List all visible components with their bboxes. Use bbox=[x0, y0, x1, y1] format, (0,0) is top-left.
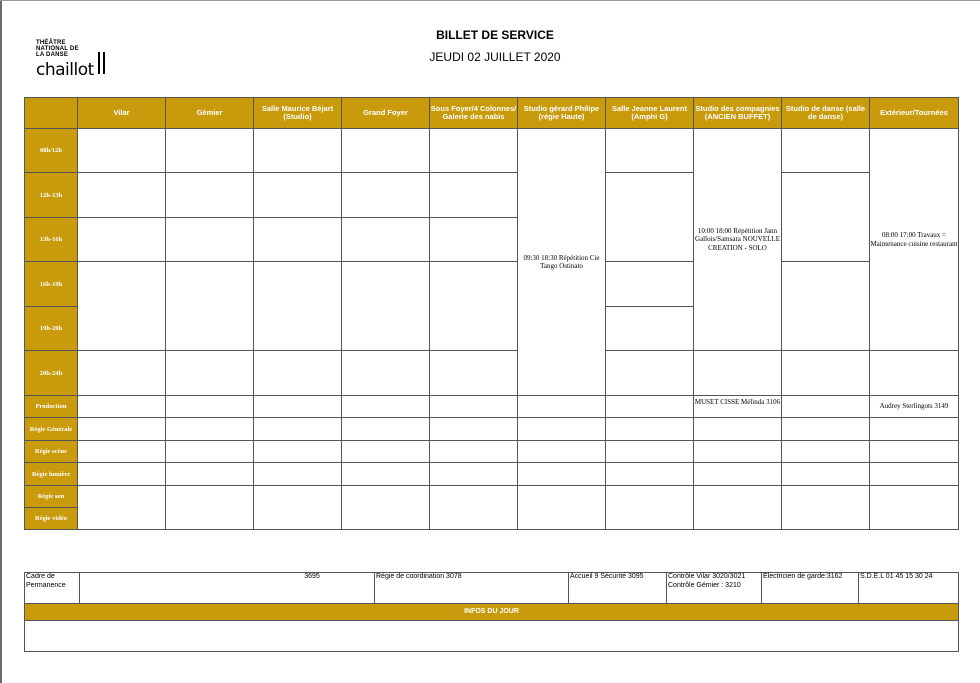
slot-cell[interactable] bbox=[254, 129, 342, 173]
row-label: 12h-13h bbox=[25, 173, 78, 218]
slot-cell[interactable] bbox=[78, 418, 166, 441]
staff-row bbox=[25, 463, 959, 486]
row-label: Régie son bbox=[25, 486, 78, 508]
infos-du-jour-body[interactable] bbox=[25, 621, 959, 652]
corner-cell bbox=[25, 98, 78, 129]
slot-cell[interactable] bbox=[606, 129, 694, 173]
slot-cell[interactable] bbox=[254, 441, 342, 463]
slot-cell[interactable] bbox=[342, 351, 430, 396]
slot-cell[interactable] bbox=[254, 262, 342, 351]
slot-cell[interactable] bbox=[606, 351, 694, 396]
column-header: Extérieur/Tournées bbox=[870, 98, 959, 129]
slot-cell[interactable] bbox=[78, 262, 166, 351]
row-label: Régie scène bbox=[25, 441, 78, 463]
logo-brand: chaillot bbox=[36, 60, 94, 80]
slot-cell[interactable] bbox=[430, 463, 518, 486]
time-row bbox=[25, 173, 959, 218]
staff-row bbox=[25, 441, 959, 463]
slot-cell[interactable] bbox=[782, 129, 870, 173]
slot-cell[interactable] bbox=[342, 396, 430, 418]
slot-cell[interactable] bbox=[166, 262, 254, 351]
slot-cell[interactable] bbox=[782, 173, 870, 262]
slot-cell[interactable] bbox=[518, 486, 606, 530]
slot-cell[interactable] bbox=[342, 129, 430, 173]
slot-cell[interactable] bbox=[254, 173, 342, 218]
slot-cell[interactable] bbox=[342, 441, 430, 463]
slot-cell[interactable] bbox=[870, 418, 959, 441]
controle-gemier: Contrôle Gémier : 3210 bbox=[668, 581, 741, 589]
page-title: BILLET DE SERVICE bbox=[436, 28, 554, 42]
slot-cell[interactable] bbox=[430, 396, 518, 418]
slot-cell[interactable] bbox=[430, 173, 518, 218]
slot-cell[interactable] bbox=[870, 463, 959, 486]
slot-cell[interactable] bbox=[254, 418, 342, 441]
column-header: Salle Jeanne Laurent (Amphi G) bbox=[606, 98, 694, 129]
time-row bbox=[25, 129, 959, 173]
slot-cell[interactable] bbox=[342, 486, 430, 530]
slot-cell[interactable] bbox=[870, 441, 959, 463]
slot-cell[interactable] bbox=[694, 441, 782, 463]
time-row bbox=[25, 351, 959, 396]
column-header: Studio gérard Philipe (régie Haute) bbox=[518, 98, 606, 129]
slot-cell[interactable] bbox=[78, 396, 166, 418]
slot-cell[interactable] bbox=[166, 441, 254, 463]
slot-cell[interactable] bbox=[430, 486, 518, 530]
logo-small-text: THÉÂTRE NATIONAL DE LA DANSE bbox=[36, 40, 79, 58]
slot-cell[interactable] bbox=[870, 351, 959, 396]
page-border-top bbox=[0, 0, 980, 1]
slot-cell[interactable] bbox=[430, 418, 518, 441]
slot-cell[interactable] bbox=[166, 218, 254, 262]
column-header: Grand Foyer bbox=[342, 98, 430, 129]
schedule-table bbox=[24, 97, 959, 530]
slot-cell[interactable] bbox=[430, 129, 518, 173]
row-label: 20h-24h bbox=[25, 351, 78, 396]
slot-cell[interactable] bbox=[166, 463, 254, 486]
slot-cell[interactable] bbox=[518, 463, 606, 486]
slot-cell[interactable] bbox=[606, 396, 694, 418]
slot-cell[interactable] bbox=[166, 396, 254, 418]
slot-cell[interactable] bbox=[782, 441, 870, 463]
staff-row bbox=[25, 418, 959, 441]
row-label: 08h/12h bbox=[25, 129, 78, 173]
slot-cell[interactable] bbox=[782, 262, 870, 351]
column-header: Studio des compagnies (ANCIEN BUFFET) bbox=[694, 98, 782, 129]
infos-header-row bbox=[25, 604, 959, 621]
column-header: Salle Maurice Béjart (Studio) bbox=[254, 98, 342, 129]
cadre-value bbox=[80, 573, 375, 604]
slot-cell[interactable] bbox=[254, 218, 342, 262]
column-header: Sous Foyer/4 Colonnes/ Galerie des nabis bbox=[430, 98, 518, 129]
row-label: 13h-16h bbox=[25, 218, 78, 262]
slot-cell[interactable] bbox=[518, 418, 606, 441]
page-border bbox=[0, 0, 2, 683]
slot-cell[interactable] bbox=[78, 129, 166, 173]
slot-cell[interactable] bbox=[870, 486, 959, 530]
production-cell[interactable]: MUSET CISSE Mélinda 3106 bbox=[694, 396, 782, 418]
slot-cell[interactable] bbox=[166, 486, 254, 530]
slot-cell[interactable] bbox=[166, 129, 254, 173]
slot-cell[interactable] bbox=[694, 486, 782, 530]
slot-cell[interactable] bbox=[782, 486, 870, 530]
slot-cell[interactable] bbox=[166, 351, 254, 396]
slot-cell[interactable] bbox=[254, 463, 342, 486]
controle bbox=[667, 573, 762, 604]
slot-cell[interactable] bbox=[166, 418, 254, 441]
slot-cell[interactable] bbox=[78, 351, 166, 396]
slot-cell[interactable] bbox=[254, 486, 342, 530]
slot-cell[interactable] bbox=[606, 463, 694, 486]
slot-cell[interactable] bbox=[342, 262, 430, 351]
slot-cell[interactable] bbox=[78, 218, 166, 262]
slot-cell[interactable] bbox=[782, 418, 870, 441]
slot-cell[interactable] bbox=[430, 351, 518, 396]
page-date: JEUDI 02 JUILLET 2020 bbox=[429, 50, 561, 64]
slot-cell[interactable] bbox=[694, 418, 782, 441]
row-label: 16h-19h bbox=[25, 262, 78, 307]
infos-du-jour-header: INFOS DU JOUR bbox=[25, 604, 959, 621]
slot-cell[interactable] bbox=[606, 418, 694, 441]
column-header: Vilar bbox=[78, 98, 166, 129]
slot-cell[interactable] bbox=[430, 262, 518, 351]
slot-cell[interactable] bbox=[518, 441, 606, 463]
slot-cell[interactable] bbox=[254, 351, 342, 396]
slot-cell[interactable] bbox=[78, 173, 166, 218]
event-cell[interactable]: 09:30 18:30 Répétition Cie Tango Ostinato bbox=[518, 129, 606, 396]
slot-cell[interactable] bbox=[606, 486, 694, 530]
event-cell[interactable]: 08:00 17:00 Travaux = Maintenance cuisine restaurant bbox=[870, 129, 959, 351]
slot-cell[interactable] bbox=[166, 173, 254, 218]
infos-body-row bbox=[25, 621, 959, 652]
slot-cell[interactable] bbox=[606, 262, 694, 307]
slot-cell[interactable] bbox=[342, 463, 430, 486]
cadre-number: 3695 bbox=[304, 573, 320, 580]
slot-cell[interactable] bbox=[694, 463, 782, 486]
slot-cell[interactable] bbox=[78, 486, 166, 530]
column-header: Gémier bbox=[166, 98, 254, 129]
slot-cell[interactable] bbox=[518, 396, 606, 418]
slot-cell[interactable] bbox=[78, 441, 166, 463]
slot-cell[interactable] bbox=[782, 351, 870, 396]
slot-cell[interactable] bbox=[430, 441, 518, 463]
slot-cell[interactable] bbox=[694, 351, 782, 396]
event-cell[interactable]: 10:00 18:00 Répétition Jann Gallois/Samsara NOUVELLE CREATION - SOLO bbox=[694, 129, 782, 351]
staff-row bbox=[25, 486, 959, 508]
row-label: Régie vidéo bbox=[25, 508, 78, 530]
column-header: Studio de danse (salle de danse) bbox=[782, 98, 870, 129]
slot-cell[interactable] bbox=[342, 418, 430, 441]
time-row bbox=[25, 262, 959, 307]
cadre-label: Cadre de Permanence bbox=[25, 573, 80, 604]
sdel: S.D.E.L 01 45 15 30 24 bbox=[859, 573, 959, 604]
row-label: Régie Générale bbox=[25, 418, 78, 441]
controle-vilar: Contrôle Vilar 3020/3021 bbox=[668, 573, 746, 580]
slot-cell[interactable] bbox=[430, 218, 518, 262]
staff-row bbox=[25, 396, 959, 418]
slot-cell[interactable] bbox=[342, 218, 430, 262]
slot-cell[interactable] bbox=[342, 173, 430, 218]
regie-coordination: Régie de coordination 3078 bbox=[375, 573, 569, 604]
slot-cell[interactable] bbox=[782, 396, 870, 418]
slot-cell[interactable] bbox=[606, 441, 694, 463]
electricien: Electricien de garde:3162 bbox=[762, 573, 859, 604]
accueil-securite: Accueil 9 Sécurité 3095 bbox=[569, 573, 667, 604]
slot-cell[interactable] bbox=[782, 463, 870, 486]
row-label: Régie lumière bbox=[25, 463, 78, 486]
slot-cell[interactable] bbox=[254, 396, 342, 418]
production-cell[interactable]: Audrey Sterlingots 3149 bbox=[870, 396, 959, 418]
slot-cell[interactable] bbox=[606, 307, 694, 351]
header-row bbox=[25, 98, 959, 129]
row-label: Production bbox=[25, 396, 78, 418]
contacts-row bbox=[25, 573, 959, 604]
slot-cell[interactable] bbox=[606, 173, 694, 262]
slot-cell[interactable] bbox=[78, 463, 166, 486]
row-label: 19h-20h bbox=[25, 307, 78, 351]
footer-table bbox=[24, 572, 959, 652]
